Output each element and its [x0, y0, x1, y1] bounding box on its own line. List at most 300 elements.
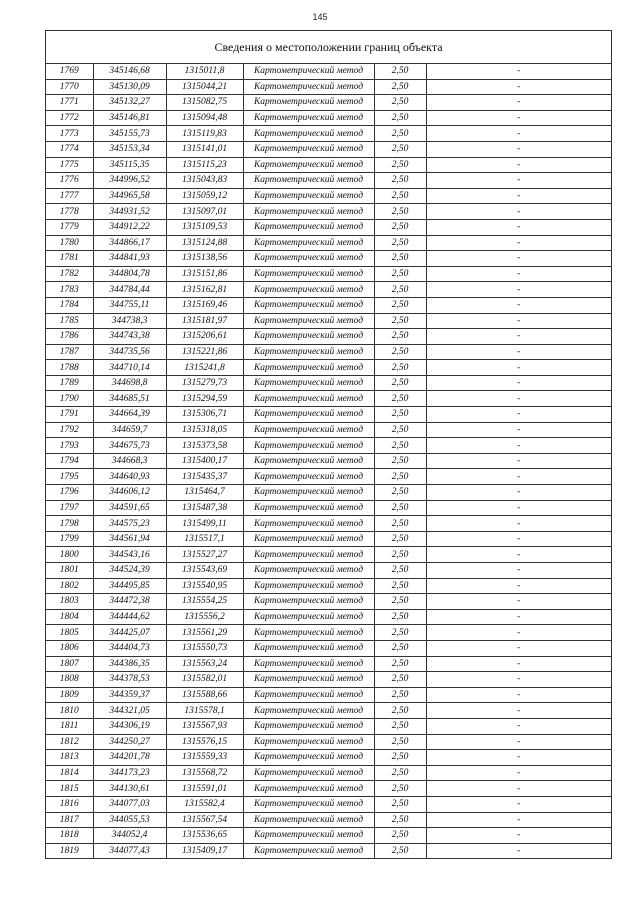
method-cell: Картометрический метод [243, 843, 374, 858]
point-number-cell: 1769 [46, 64, 93, 79]
point-number-cell: 1801 [46, 563, 93, 579]
method-cell: Картометрический метод [243, 734, 374, 750]
method-cell: Картометрический метод [243, 672, 374, 688]
table-row [46, 95, 611, 111]
description-cell: - [426, 703, 611, 719]
accuracy-cell: 2,50 [374, 843, 426, 858]
description-cell: - [426, 656, 611, 672]
table-row [46, 141, 611, 157]
coord-x-cell: 345132,27 [93, 95, 166, 111]
point-number-cell: 1771 [46, 95, 93, 111]
accuracy-cell: 2,50 [374, 609, 426, 625]
table-row [46, 407, 611, 423]
table-row [46, 188, 611, 204]
coord-x-cell: 344668,3 [93, 453, 166, 469]
method-cell: Картометрический метод [243, 812, 374, 828]
description-cell: - [426, 781, 611, 797]
point-number-cell: 1815 [46, 781, 93, 797]
table-row [46, 609, 611, 625]
coord-y-cell: 1315435,37 [166, 469, 243, 485]
table-row [46, 734, 611, 750]
table-row [46, 578, 611, 594]
point-number-cell: 1786 [46, 329, 93, 345]
table-row [46, 718, 611, 734]
accuracy-cell: 2,50 [374, 79, 426, 95]
method-cell: Картометрический метод [243, 485, 374, 501]
coord-y-cell: 1315550,73 [166, 640, 243, 656]
accuracy-cell: 2,50 [374, 485, 426, 501]
table-row [46, 329, 611, 345]
coord-y-cell: 1315151,86 [166, 266, 243, 282]
table-row [46, 204, 611, 220]
method-cell: Картометрический метод [243, 781, 374, 797]
coord-x-cell: 344784,44 [93, 282, 166, 298]
method-cell: Картометрический метод [243, 750, 374, 766]
point-number-cell: 1787 [46, 344, 93, 360]
coord-y-cell: 1315109,53 [166, 219, 243, 235]
accuracy-cell: 2,50 [374, 765, 426, 781]
description-cell: - [426, 266, 611, 282]
coord-x-cell: 344561,94 [93, 531, 166, 547]
coordinates-table-body [46, 64, 611, 858]
table-row [46, 796, 611, 812]
coord-y-cell: 1315094,48 [166, 110, 243, 126]
coord-y-cell: 1315082,75 [166, 95, 243, 111]
table-row [46, 485, 611, 501]
coord-x-cell: 344735,56 [93, 344, 166, 360]
coord-y-cell: 1315306,71 [166, 407, 243, 423]
accuracy-cell: 2,50 [374, 64, 426, 79]
point-number-cell: 1797 [46, 500, 93, 516]
coord-y-cell: 1315162,81 [166, 282, 243, 298]
method-cell: Картометрический метод [243, 687, 374, 703]
accuracy-cell: 2,50 [374, 703, 426, 719]
table-row [46, 765, 611, 781]
coord-x-cell: 344841,93 [93, 251, 166, 267]
coord-x-cell: 345146,81 [93, 110, 166, 126]
coord-y-cell: 1315591,01 [166, 781, 243, 797]
point-number-cell: 1776 [46, 173, 93, 189]
coord-y-cell: 1315540,95 [166, 578, 243, 594]
point-number-cell: 1779 [46, 219, 93, 235]
accuracy-cell: 2,50 [374, 734, 426, 750]
page-number: 145 [312, 12, 328, 22]
accuracy-cell: 2,50 [374, 126, 426, 142]
table-row [46, 235, 611, 251]
point-number-cell: 1802 [46, 578, 93, 594]
description-cell: - [426, 594, 611, 610]
section-title: Сведения о местоположении границ объекта [46, 31, 611, 64]
coord-y-cell: 1315294,59 [166, 391, 243, 407]
table-row [46, 126, 611, 142]
table-row [46, 266, 611, 282]
description-cell: - [426, 750, 611, 766]
point-number-cell: 1819 [46, 843, 93, 858]
accuracy-cell: 2,50 [374, 625, 426, 641]
table-row [46, 547, 611, 563]
method-cell: Картометрический метод [243, 391, 374, 407]
coord-y-cell: 1315115,23 [166, 157, 243, 173]
table-row [46, 781, 611, 797]
coord-x-cell: 344738,3 [93, 313, 166, 329]
accuracy-cell: 2,50 [374, 266, 426, 282]
accuracy-cell: 2,50 [374, 796, 426, 812]
point-number-cell: 1790 [46, 391, 93, 407]
point-number-cell: 1792 [46, 422, 93, 438]
point-number-cell: 1803 [46, 594, 93, 610]
description-cell: - [426, 796, 611, 812]
coord-x-cell: 344250,27 [93, 734, 166, 750]
description-cell: - [426, 204, 611, 220]
accuracy-cell: 2,50 [374, 204, 426, 220]
coord-y-cell: 1315221,86 [166, 344, 243, 360]
coord-y-cell: 1315119,83 [166, 126, 243, 142]
table-row [46, 110, 611, 126]
coord-y-cell: 1315373,58 [166, 438, 243, 454]
point-number-cell: 1777 [46, 188, 93, 204]
coord-x-cell: 344130,61 [93, 781, 166, 797]
coord-y-cell: 1315582,4 [166, 796, 243, 812]
coord-x-cell: 345153,34 [93, 141, 166, 157]
coord-x-cell: 344698,8 [93, 375, 166, 391]
coord-x-cell: 344575,23 [93, 516, 166, 532]
table-row [46, 843, 611, 858]
method-cell: Картометрический метод [243, 796, 374, 812]
accuracy-cell: 2,50 [374, 391, 426, 407]
coord-x-cell: 344524,39 [93, 563, 166, 579]
coord-y-cell: 1315279,73 [166, 375, 243, 391]
point-number-cell: 1781 [46, 251, 93, 267]
coord-x-cell: 344912,22 [93, 219, 166, 235]
method-cell: Картометрический метод [243, 625, 374, 641]
method-cell: Картометрический метод [243, 79, 374, 95]
accuracy-cell: 2,50 [374, 360, 426, 376]
method-cell: Картометрический метод [243, 95, 374, 111]
accuracy-cell: 2,50 [374, 812, 426, 828]
point-number-cell: 1808 [46, 672, 93, 688]
coord-y-cell: 1315206,61 [166, 329, 243, 345]
coord-x-cell: 344404,73 [93, 640, 166, 656]
table-row [46, 656, 611, 672]
table-row [46, 703, 611, 719]
point-number-cell: 1791 [46, 407, 93, 423]
coord-y-cell: 1315554,25 [166, 594, 243, 610]
table-row [46, 828, 611, 844]
point-number-cell: 1804 [46, 609, 93, 625]
accuracy-cell: 2,50 [374, 828, 426, 844]
point-number-cell: 1812 [46, 734, 93, 750]
description-cell: - [426, 485, 611, 501]
coord-y-cell: 1315169,46 [166, 297, 243, 313]
coord-y-cell: 1315044,21 [166, 79, 243, 95]
description-cell: - [426, 297, 611, 313]
accuracy-cell: 2,50 [374, 422, 426, 438]
description-cell: - [426, 188, 611, 204]
table-row [46, 469, 611, 485]
point-number-cell: 1794 [46, 453, 93, 469]
method-cell: Картометрический метод [243, 329, 374, 345]
method-cell: Картометрический метод [243, 188, 374, 204]
table-row [46, 812, 611, 828]
accuracy-cell: 2,50 [374, 547, 426, 563]
coord-x-cell: 345146,68 [93, 64, 166, 79]
accuracy-cell: 2,50 [374, 594, 426, 610]
accuracy-cell: 2,50 [374, 110, 426, 126]
method-cell: Картометрический метод [243, 360, 374, 376]
description-cell: - [426, 718, 611, 734]
description-cell: - [426, 578, 611, 594]
point-number-cell: 1778 [46, 204, 93, 220]
description-cell: - [426, 734, 611, 750]
description-cell: - [426, 500, 611, 516]
method-cell: Картометрический метод [243, 500, 374, 516]
method-cell: Картометрический метод [243, 453, 374, 469]
coord-x-cell: 344543,16 [93, 547, 166, 563]
accuracy-cell: 2,50 [374, 188, 426, 204]
accuracy-cell: 2,50 [374, 313, 426, 329]
table-row [46, 640, 611, 656]
description-cell: - [426, 282, 611, 298]
coord-x-cell: 344685,51 [93, 391, 166, 407]
method-cell: Картометрический метод [243, 344, 374, 360]
coord-y-cell: 1315400,17 [166, 453, 243, 469]
coord-x-cell: 344359,37 [93, 687, 166, 703]
point-number-cell: 1814 [46, 765, 93, 781]
coord-x-cell: 344173,23 [93, 765, 166, 781]
coord-x-cell: 344201,78 [93, 750, 166, 766]
accuracy-cell: 2,50 [374, 157, 426, 173]
method-cell: Картометрический метод [243, 422, 374, 438]
coord-y-cell: 1315141,01 [166, 141, 243, 157]
coord-x-cell: 345130,09 [93, 79, 166, 95]
method-cell: Картометрический метод [243, 609, 374, 625]
method-cell: Картометрический метод [243, 173, 374, 189]
table-row [46, 391, 611, 407]
description-cell: - [426, 64, 611, 79]
method-cell: Картометрический метод [243, 126, 374, 142]
coord-y-cell: 1315517,1 [166, 531, 243, 547]
description-cell: - [426, 812, 611, 828]
table-row [46, 173, 611, 189]
point-number-cell: 1817 [46, 812, 93, 828]
accuracy-cell: 2,50 [374, 656, 426, 672]
description-cell: - [426, 516, 611, 532]
method-cell: Картометрический метод [243, 313, 374, 329]
description-cell: - [426, 344, 611, 360]
description-cell: - [426, 469, 611, 485]
accuracy-cell: 2,50 [374, 563, 426, 579]
accuracy-cell: 2,50 [374, 578, 426, 594]
description-cell: - [426, 251, 611, 267]
point-number-cell: 1818 [46, 828, 93, 844]
point-number-cell: 1809 [46, 687, 93, 703]
table-row [46, 594, 611, 610]
accuracy-cell: 2,50 [374, 438, 426, 454]
accuracy-cell: 2,50 [374, 235, 426, 251]
accuracy-cell: 2,50 [374, 95, 426, 111]
coord-x-cell: 344659,7 [93, 422, 166, 438]
description-cell: - [426, 828, 611, 844]
point-number-cell: 1816 [46, 796, 93, 812]
description-cell: - [426, 329, 611, 345]
method-cell: Картометрический метод [243, 64, 374, 79]
coord-y-cell: 1315097,01 [166, 204, 243, 220]
method-cell: Картометрический метод [243, 563, 374, 579]
table-row [46, 79, 611, 95]
coord-x-cell: 344996,52 [93, 173, 166, 189]
description-cell: - [426, 422, 611, 438]
method-cell: Картометрический метод [243, 235, 374, 251]
table-row [46, 344, 611, 360]
point-number-cell: 1793 [46, 438, 93, 454]
coord-x-cell: 344866,17 [93, 235, 166, 251]
coord-y-cell: 1315567,93 [166, 718, 243, 734]
table-row [46, 500, 611, 516]
method-cell: Картометрический метод [243, 407, 374, 423]
method-cell: Картометрический метод [243, 110, 374, 126]
coord-y-cell: 1315536,65 [166, 828, 243, 844]
description-cell: - [426, 531, 611, 547]
coord-y-cell: 1315543,69 [166, 563, 243, 579]
description-cell: - [426, 173, 611, 189]
table-row [46, 375, 611, 391]
coord-y-cell: 1315588,66 [166, 687, 243, 703]
method-cell: Картометрический метод [243, 282, 374, 298]
coord-x-cell: 344640,93 [93, 469, 166, 485]
point-number-cell: 1806 [46, 640, 93, 656]
coord-y-cell: 1315499,11 [166, 516, 243, 532]
accuracy-cell: 2,50 [374, 251, 426, 267]
point-number-cell: 1789 [46, 375, 93, 391]
description-cell: - [426, 640, 611, 656]
description-cell: - [426, 563, 611, 579]
coord-x-cell: 345155,73 [93, 126, 166, 142]
method-cell: Картометрический метод [243, 266, 374, 282]
method-cell: Картометрический метод [243, 157, 374, 173]
method-cell: Картометрический метод [243, 718, 374, 734]
coord-y-cell: 1315567,54 [166, 812, 243, 828]
accuracy-cell: 2,50 [374, 329, 426, 345]
coord-x-cell: 344755,11 [93, 297, 166, 313]
coord-x-cell: 344675,73 [93, 438, 166, 454]
coord-y-cell: 1315578,1 [166, 703, 243, 719]
accuracy-cell: 2,50 [374, 141, 426, 157]
boundary-table-frame [45, 30, 612, 859]
point-number-cell: 1799 [46, 531, 93, 547]
accuracy-cell: 2,50 [374, 640, 426, 656]
table-row [46, 750, 611, 766]
accuracy-cell: 2,50 [374, 375, 426, 391]
coord-x-cell: 344743,38 [93, 329, 166, 345]
description-cell: - [426, 157, 611, 173]
description-cell: - [426, 453, 611, 469]
coord-x-cell: 344052,4 [93, 828, 166, 844]
description-cell: - [426, 126, 611, 142]
accuracy-cell: 2,50 [374, 407, 426, 423]
accuracy-cell: 2,50 [374, 453, 426, 469]
coord-y-cell: 1315124,88 [166, 235, 243, 251]
point-number-cell: 1770 [46, 79, 93, 95]
coord-x-cell: 344710,14 [93, 360, 166, 376]
coord-x-cell: 344591,65 [93, 500, 166, 516]
table-row [46, 313, 611, 329]
coord-x-cell: 344386,35 [93, 656, 166, 672]
method-cell: Картометрический метод [243, 703, 374, 719]
accuracy-cell: 2,50 [374, 500, 426, 516]
coord-y-cell: 1315556,2 [166, 609, 243, 625]
description-cell: - [426, 313, 611, 329]
coord-x-cell: 344077,03 [93, 796, 166, 812]
coord-y-cell: 1315563,24 [166, 656, 243, 672]
point-number-cell: 1772 [46, 110, 93, 126]
coord-y-cell: 1315559,33 [166, 750, 243, 766]
description-cell: - [426, 547, 611, 563]
table-row [46, 360, 611, 376]
table-row [46, 625, 611, 641]
method-cell: Картометрический метод [243, 469, 374, 485]
coord-x-cell: 344444,62 [93, 609, 166, 625]
description-cell: - [426, 625, 611, 641]
table-row [46, 438, 611, 454]
table-row [46, 563, 611, 579]
coord-x-cell: 344378,53 [93, 672, 166, 688]
table-row [46, 422, 611, 438]
accuracy-cell: 2,50 [374, 781, 426, 797]
coord-x-cell: 345115,35 [93, 157, 166, 173]
coord-x-cell: 344055,53 [93, 812, 166, 828]
table-row [46, 516, 611, 532]
method-cell: Картометрический метод [243, 251, 374, 267]
point-number-cell: 1810 [46, 703, 93, 719]
table-row [46, 672, 611, 688]
coord-x-cell: 344804,78 [93, 266, 166, 282]
coord-x-cell: 344077,43 [93, 843, 166, 858]
point-number-cell: 1788 [46, 360, 93, 376]
point-number-cell: 1795 [46, 469, 93, 485]
accuracy-cell: 2,50 [374, 516, 426, 532]
table-row [46, 297, 611, 313]
description-cell: - [426, 235, 611, 251]
method-cell: Картометрический метод [243, 828, 374, 844]
method-cell: Картометрический метод [243, 594, 374, 610]
accuracy-cell: 2,50 [374, 672, 426, 688]
method-cell: Картометрический метод [243, 765, 374, 781]
coord-x-cell: 344495,85 [93, 578, 166, 594]
coord-y-cell: 1315582,01 [166, 672, 243, 688]
coord-y-cell: 1315487,38 [166, 500, 243, 516]
description-cell: - [426, 375, 611, 391]
method-cell: Картометрический метод [243, 640, 374, 656]
coord-y-cell: 1315576,15 [166, 734, 243, 750]
accuracy-cell: 2,50 [374, 750, 426, 766]
accuracy-cell: 2,50 [374, 687, 426, 703]
table-row [46, 251, 611, 267]
accuracy-cell: 2,50 [374, 219, 426, 235]
point-number-cell: 1775 [46, 157, 93, 173]
coord-x-cell: 344472,38 [93, 594, 166, 610]
description-cell: - [426, 219, 611, 235]
point-number-cell: 1813 [46, 750, 93, 766]
table-row [46, 531, 611, 547]
method-cell: Картометрический метод [243, 141, 374, 157]
description-cell: - [426, 141, 611, 157]
coord-y-cell: 1315464,7 [166, 485, 243, 501]
point-number-cell: 1780 [46, 235, 93, 251]
description-cell: - [426, 687, 611, 703]
table-row [46, 687, 611, 703]
point-number-cell: 1783 [46, 282, 93, 298]
coord-y-cell: 1315561,29 [166, 625, 243, 641]
